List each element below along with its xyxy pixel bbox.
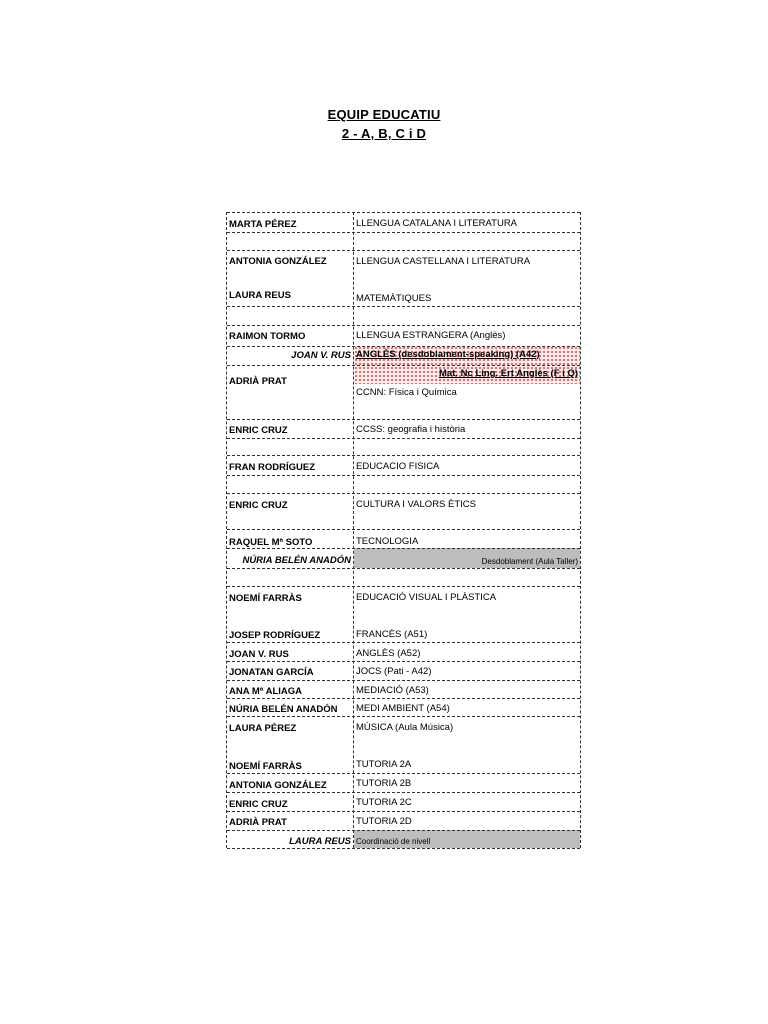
subject: Coordinació de nivell (356, 837, 431, 846)
page-title: EQUIP EDUCATIU (327, 107, 441, 122)
subject: CULTURA I VALORS ÈTICS (356, 499, 477, 510)
teacher-name: JOAN V. RUS (291, 350, 351, 361)
teacher-name: JOSEP RODRÍGUEZ (229, 630, 321, 641)
subject: TUTORIA 2B (356, 778, 412, 789)
teacher-name: ANTONIA GONZÁLEZ (229, 256, 327, 267)
subject: EDUCACIÓ VISUAL I PLÀSTICA (356, 592, 497, 603)
teacher-name: NÚRIA BELÉN ANADÓN (229, 704, 338, 715)
teacher-name: NOEMÍ FARRÀS (229, 593, 302, 604)
teacher-name: LAURA REUS (289, 836, 351, 847)
subject: JOCS (Pati - A42) (356, 666, 432, 677)
subject: MEDIACIÓ (A53) (356, 685, 429, 696)
teacher-name: ANTONIA GONZÁLEZ (229, 780, 327, 791)
subject: LLENGUA ESTRANGERA (Anglès) (356, 330, 506, 341)
subject: LLENGUA CASTELLANA I LITERATURA (356, 256, 531, 267)
teacher-name: NOEMÍ FARRÀS (229, 761, 302, 772)
subject: MATEMÀTIQUES (356, 293, 432, 304)
subject: FRANCÈS (A51) (356, 629, 428, 640)
subject: TUTORIA 2C (356, 797, 412, 808)
subject: ANGLÈS (desdoblament-speaking) (A42) (356, 349, 540, 360)
subject: CCSS: geografia i història (356, 424, 466, 435)
teacher-name: ENRIC CRUZ (229, 799, 288, 810)
teacher-name: RAQUEL Mª SOTO (229, 537, 313, 548)
teacher-name: MARTA PÉREZ (229, 219, 297, 230)
subject: CCNN: Física i Química (356, 387, 457, 398)
page-subtitle: 2 - A, B, C i D (341, 126, 427, 141)
teacher-name: ENRIC CRUZ (229, 425, 288, 436)
subject: Mat. Nc Ling. Ert Anglès (F i Q) (439, 368, 578, 379)
teacher-name: RAIMON TORMO (229, 331, 306, 342)
teacher-name: FRAN RODRÍGUEZ (229, 462, 316, 473)
teacher-name: JOAN V. RUS (229, 649, 289, 660)
subject: MÚSICA (Aula Música) (356, 722, 454, 733)
teacher-name: ENRIC CRUZ (229, 500, 288, 511)
teacher-name: LAURA REUS (229, 290, 291, 301)
subject: TUTORIA 2A (356, 759, 412, 770)
subject: Desdoblament (Aula Taller) (481, 557, 578, 566)
teacher-name: LAURA PÉREZ (229, 723, 297, 734)
subject: TUTORIA 2D (356, 816, 412, 827)
staff-table (226, 212, 581, 848)
subject: MEDI AMBIENT (A54) (356, 703, 450, 714)
teacher-name: ADRIÀ PRAT (229, 817, 287, 828)
subject: TECNOLOGIA (356, 536, 419, 547)
subject: EDUCACIO FISICA (356, 461, 440, 472)
teacher-name: NÚRIA BELÉN ANADÓN (242, 555, 351, 566)
teacher-name: ADRIÀ PRAT (229, 376, 287, 387)
teacher-name: JONATAN GARCÍA (229, 667, 314, 678)
subject: ANGLÈS (A52) (356, 648, 421, 659)
teacher-name: ANA Mª ALIAGA (229, 686, 302, 697)
subject: LLENGUA CATALANA I LITERATURA (356, 218, 518, 229)
